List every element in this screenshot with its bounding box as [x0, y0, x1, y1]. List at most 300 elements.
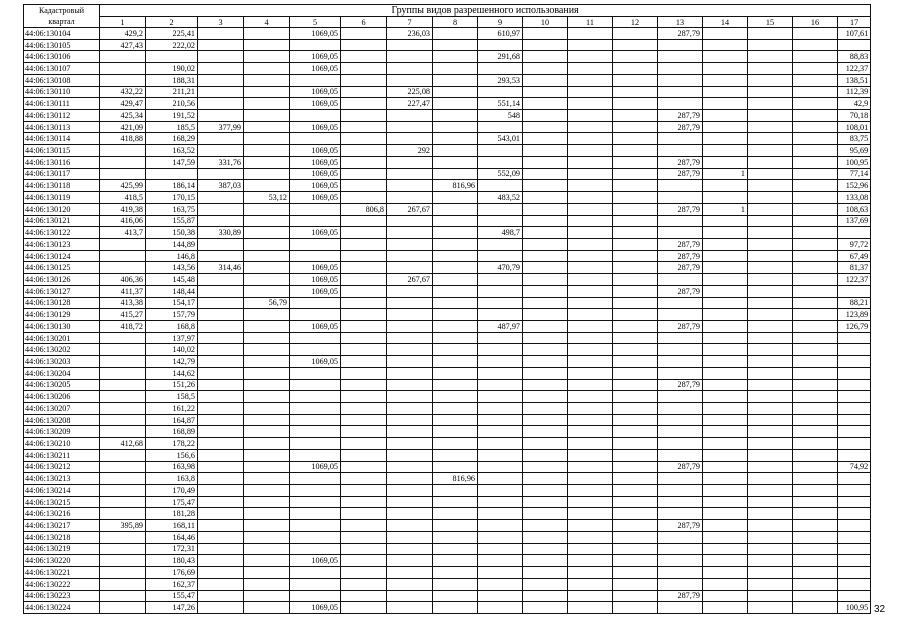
value-cell: [613, 555, 658, 567]
value-cell: [613, 320, 658, 332]
value-cell: [613, 391, 658, 403]
value-cell: [244, 543, 290, 555]
value-cell: [146, 168, 198, 180]
value-cell: [838, 578, 871, 590]
table-row: [24, 567, 871, 579]
value-cell: [748, 531, 793, 543]
value-cell: [793, 543, 838, 555]
value-cell: [568, 215, 613, 227]
value-cell: 287,79: [658, 238, 703, 250]
value-cell: [568, 356, 613, 368]
value-cell: [748, 86, 793, 98]
value-cell: [387, 309, 433, 321]
value-cell: 164,46: [146, 531, 198, 543]
value-cell: [703, 285, 748, 297]
value-cell: [748, 426, 793, 438]
value-cell: [523, 238, 568, 250]
table-row: [24, 274, 871, 286]
value-cell: [793, 238, 838, 250]
value-cell: [523, 156, 568, 168]
value-cell: [478, 449, 523, 461]
value-cell: [748, 74, 793, 86]
value-cell: [658, 543, 703, 555]
value-cell: [703, 543, 748, 555]
value-cell: [433, 356, 478, 368]
value-cell: 416,06: [100, 215, 146, 227]
value-cell: [613, 438, 658, 450]
value-cell: [523, 555, 568, 567]
value-cell: [703, 590, 748, 602]
table-row: [24, 344, 871, 356]
value-cell: [793, 367, 838, 379]
value-cell: [793, 121, 838, 133]
value-cell: [387, 297, 433, 309]
value-cell: [703, 238, 748, 250]
value-cell: [748, 297, 793, 309]
value-cell: 1069,05: [290, 285, 341, 297]
value-cell: [523, 262, 568, 274]
value-cell: 419,38: [100, 203, 146, 215]
cadastral-quarter-cell: 44:06:130124: [24, 250, 100, 262]
table-row: [24, 250, 871, 262]
value-cell: [244, 203, 290, 215]
value-cell: [387, 426, 433, 438]
value-cell: 487,97: [478, 320, 523, 332]
value-cell: 123,89: [838, 309, 871, 321]
value-cell: 548: [478, 110, 523, 122]
value-cell: [748, 391, 793, 403]
value-cell: [341, 344, 387, 356]
value-cell: 152,96: [838, 180, 871, 192]
value-cell: [793, 215, 838, 227]
value-cell: [748, 63, 793, 75]
value-cell: 291,68: [478, 51, 523, 63]
table-row: [24, 86, 871, 98]
value-cell: [748, 180, 793, 192]
value-cell: 186,14: [146, 180, 198, 192]
value-cell: [748, 28, 793, 40]
value-cell: [387, 543, 433, 555]
value-cell: [433, 391, 478, 403]
value-cell: 1069,05: [290, 51, 341, 63]
value-cell: [290, 238, 341, 250]
value-cell: [198, 285, 244, 297]
value-cell: [793, 520, 838, 532]
value-cell: [387, 63, 433, 75]
value-cell: [244, 145, 290, 157]
table-row: [24, 485, 871, 497]
value-cell: [613, 426, 658, 438]
cadastral-quarter-cell: 44:06:130203: [24, 356, 100, 368]
cadastral-quarter-cell: 44:06:130123: [24, 238, 100, 250]
value-cell: [244, 39, 290, 51]
value-cell: [568, 391, 613, 403]
value-cell: 56,79: [244, 297, 290, 309]
value-cell: 267,67: [387, 203, 433, 215]
value-cell: [433, 168, 478, 180]
value-cell: [290, 332, 341, 344]
value-cell: [100, 508, 146, 520]
value-cell: 330,89: [198, 227, 244, 239]
value-cell: [613, 39, 658, 51]
value-cell: [523, 168, 568, 180]
value-cell: [613, 356, 658, 368]
value-cell: [613, 227, 658, 239]
value-cell: [703, 28, 748, 40]
value-cell: 287,79: [658, 121, 703, 133]
value-cell: [244, 438, 290, 450]
value-cell: [568, 285, 613, 297]
value-cell: [100, 250, 146, 262]
value-cell: [748, 555, 793, 567]
value-cell: [433, 438, 478, 450]
value-cell: [478, 461, 523, 473]
value-cell: [198, 578, 244, 590]
value-cell: [568, 250, 613, 262]
value-cell: [244, 262, 290, 274]
value-cell: [523, 531, 568, 543]
value-cell: [793, 203, 838, 215]
value-cell: [198, 63, 244, 75]
value-cell: 470,79: [478, 262, 523, 274]
value-cell: [433, 203, 478, 215]
value-cell: 543,01: [478, 133, 523, 145]
value-cell: [793, 403, 838, 415]
value-cell: 287,79: [658, 203, 703, 215]
value-cell: [838, 39, 871, 51]
value-cell: [793, 262, 838, 274]
value-cell: 1069,05: [290, 180, 341, 192]
value-cell: [198, 473, 244, 485]
value-cell: [703, 379, 748, 391]
value-cell: [613, 145, 658, 157]
value-cell: [387, 215, 433, 227]
value-cell: 185,5: [146, 121, 198, 133]
value-cell: [433, 531, 478, 543]
value-cell: [198, 332, 244, 344]
value-cell: [793, 473, 838, 485]
value-cell: [290, 250, 341, 262]
land-use-table: [23, 4, 871, 614]
value-cell: [748, 379, 793, 391]
value-cell: [341, 356, 387, 368]
value-cell: [793, 438, 838, 450]
value-cell: [341, 567, 387, 579]
value-cell: [198, 250, 244, 262]
value-cell: [244, 133, 290, 145]
cadastral-quarter-cell: 44:06:130207: [24, 403, 100, 415]
value-cell: [523, 297, 568, 309]
value-cell: [613, 156, 658, 168]
value-cell: [433, 602, 478, 614]
value-cell: [523, 98, 568, 110]
cadastral-quarter-cell: 44:06:130215: [24, 496, 100, 508]
value-cell: [748, 356, 793, 368]
value-cell: [478, 391, 523, 403]
value-cell: [198, 238, 244, 250]
value-cell: [613, 285, 658, 297]
value-cell: [703, 485, 748, 497]
value-cell: [838, 496, 871, 508]
cadastral-quarter-cell: 44:06:130212: [24, 461, 100, 473]
value-cell: 88,21: [838, 297, 871, 309]
value-cell: [703, 461, 748, 473]
value-cell: [244, 227, 290, 239]
value-cell: [523, 74, 568, 86]
value-cell: [838, 531, 871, 543]
value-cell: [100, 496, 146, 508]
value-cell: [613, 567, 658, 579]
value-cell: [523, 110, 568, 122]
value-cell: [568, 156, 613, 168]
value-cell: [703, 356, 748, 368]
column-number-header: 7: [387, 17, 433, 28]
value-cell: [523, 309, 568, 321]
value-cell: [703, 297, 748, 309]
value-cell: [478, 379, 523, 391]
value-cell: [100, 74, 146, 86]
value-cell: [568, 555, 613, 567]
column-number-header: 1: [100, 17, 146, 28]
value-cell: 1069,05: [290, 156, 341, 168]
value-cell: [748, 51, 793, 63]
value-cell: [658, 192, 703, 204]
value-cell: [838, 344, 871, 356]
value-cell: 176,69: [146, 567, 198, 579]
value-cell: [658, 414, 703, 426]
value-cell: [433, 110, 478, 122]
table-row: [24, 426, 871, 438]
value-cell: 1069,05: [290, 227, 341, 239]
value-cell: [244, 156, 290, 168]
value-cell: [703, 86, 748, 98]
column-number-header: 9: [478, 17, 523, 28]
value-cell: [387, 121, 433, 133]
cadastral-quarter-cell: 44:06:130118: [24, 180, 100, 192]
value-cell: [341, 297, 387, 309]
value-cell: 293,53: [478, 74, 523, 86]
cadastral-quarter-cell: 44:06:130111: [24, 98, 100, 110]
value-cell: 163,98: [146, 461, 198, 473]
value-cell: [387, 578, 433, 590]
value-cell: [198, 485, 244, 497]
value-cell: [244, 367, 290, 379]
value-cell: 377,99: [198, 121, 244, 133]
value-cell: [341, 414, 387, 426]
value-cell: [198, 531, 244, 543]
column-number-header: 3: [198, 17, 244, 28]
value-cell: [290, 133, 341, 145]
value-cell: [613, 508, 658, 520]
cadastral-quarter-cell: 44:06:130119: [24, 192, 100, 204]
cadastral-quarter-cell: 44:06:130223: [24, 590, 100, 602]
value-cell: [244, 461, 290, 473]
value-cell: [748, 344, 793, 356]
value-cell: [433, 192, 478, 204]
value-cell: [433, 98, 478, 110]
table-row: [24, 590, 871, 602]
value-cell: [433, 238, 478, 250]
value-cell: 225,41: [146, 28, 198, 40]
value-cell: [387, 531, 433, 543]
value-cell: [568, 203, 613, 215]
value-cell: [244, 98, 290, 110]
value-cell: [703, 63, 748, 75]
value-cell: [433, 567, 478, 579]
value-cell: [703, 344, 748, 356]
value-cell: [523, 403, 568, 415]
value-cell: [838, 449, 871, 461]
value-cell: [523, 86, 568, 98]
value-cell: 163,75: [146, 203, 198, 215]
value-cell: [793, 344, 838, 356]
value-cell: 161,22: [146, 403, 198, 415]
value-cell: [198, 590, 244, 602]
value-cell: [433, 39, 478, 51]
value-cell: [198, 133, 244, 145]
value-cell: [478, 145, 523, 157]
value-cell: [568, 74, 613, 86]
value-cell: [793, 227, 838, 239]
value-cell: [387, 485, 433, 497]
value-cell: [290, 485, 341, 497]
value-cell: [478, 485, 523, 497]
value-cell: [793, 74, 838, 86]
value-cell: [198, 379, 244, 391]
value-cell: [658, 356, 703, 368]
value-cell: 150,38: [146, 227, 198, 239]
value-cell: [244, 356, 290, 368]
value-cell: [613, 86, 658, 98]
value-cell: [658, 449, 703, 461]
value-cell: 387,03: [198, 180, 244, 192]
value-cell: [658, 133, 703, 145]
value-cell: [478, 496, 523, 508]
value-cell: [568, 520, 613, 532]
value-cell: [341, 180, 387, 192]
table-row: [24, 145, 871, 157]
column-number-header: 14: [703, 17, 748, 28]
cadastral-quarter-cell: 44:06:130106: [24, 51, 100, 63]
value-cell: [613, 379, 658, 391]
value-cell: [613, 473, 658, 485]
value-cell: [613, 168, 658, 180]
value-cell: [568, 379, 613, 391]
value-cell: [613, 531, 658, 543]
value-cell: 138,51: [838, 74, 871, 86]
value-cell: [433, 344, 478, 356]
table-row: [24, 508, 871, 520]
value-cell: [433, 426, 478, 438]
cadastral-quarter-cell: 44:06:130110: [24, 86, 100, 98]
cadastral-quarter-cell: 44:06:130222: [24, 578, 100, 590]
value-cell: [658, 227, 703, 239]
value-cell: [793, 192, 838, 204]
value-cell: [341, 215, 387, 227]
value-cell: [290, 110, 341, 122]
value-cell: [100, 367, 146, 379]
value-cell: [793, 86, 838, 98]
value-cell: [793, 391, 838, 403]
value-cell: [244, 285, 290, 297]
value-cell: [478, 121, 523, 133]
value-cell: 144,89: [146, 238, 198, 250]
value-cell: [244, 567, 290, 579]
value-cell: 1069,05: [290, 274, 341, 286]
value-cell: [613, 74, 658, 86]
value-cell: [568, 28, 613, 40]
value-cell: [703, 555, 748, 567]
column-number-header: 5: [290, 17, 341, 28]
value-cell: [658, 98, 703, 110]
value-cell: [341, 86, 387, 98]
value-cell: [523, 438, 568, 450]
value-cell: [341, 473, 387, 485]
value-cell: [613, 297, 658, 309]
value-cell: [568, 438, 613, 450]
value-cell: [748, 238, 793, 250]
value-cell: [198, 168, 244, 180]
value-cell: [244, 590, 290, 602]
table-row: [24, 28, 871, 40]
table-row: [24, 39, 871, 51]
value-cell: [244, 449, 290, 461]
value-cell: [838, 379, 871, 391]
value-cell: 1069,05: [290, 192, 341, 204]
value-cell: [568, 98, 613, 110]
value-cell: 1069,05: [290, 98, 341, 110]
table-row: [24, 215, 871, 227]
value-cell: [341, 508, 387, 520]
value-cell: 148,44: [146, 285, 198, 297]
value-cell: [290, 426, 341, 438]
value-cell: [838, 438, 871, 450]
column-number-header: 10: [523, 17, 568, 28]
header-row-groups: [24, 5, 871, 17]
value-cell: [478, 473, 523, 485]
page-number: 32: [874, 604, 886, 615]
value-cell: [658, 496, 703, 508]
value-cell: [838, 285, 871, 297]
value-cell: 421,09: [100, 121, 146, 133]
value-cell: 267,67: [387, 274, 433, 286]
value-cell: 181,28: [146, 508, 198, 520]
value-cell: [433, 461, 478, 473]
value-cell: [387, 133, 433, 145]
value-cell: [658, 63, 703, 75]
value-cell: 1069,05: [290, 461, 341, 473]
value-cell: [703, 133, 748, 145]
value-cell: [100, 63, 146, 75]
value-cell: [244, 473, 290, 485]
value-cell: [244, 74, 290, 86]
cadastral-quarter-cell: 44:06:130127: [24, 285, 100, 297]
value-cell: 156,6: [146, 449, 198, 461]
cadastral-quarter-cell: 44:06:130112: [24, 110, 100, 122]
value-cell: [244, 180, 290, 192]
table-row: [24, 110, 871, 122]
value-cell: [703, 391, 748, 403]
value-cell: [703, 274, 748, 286]
value-cell: [341, 250, 387, 262]
column-number-header: 2: [146, 17, 198, 28]
value-cell: [433, 121, 478, 133]
value-cell: 147,59: [146, 156, 198, 168]
value-cell: [523, 367, 568, 379]
value-cell: [341, 192, 387, 204]
column-number-header: 13: [658, 17, 703, 28]
value-cell: [658, 485, 703, 497]
